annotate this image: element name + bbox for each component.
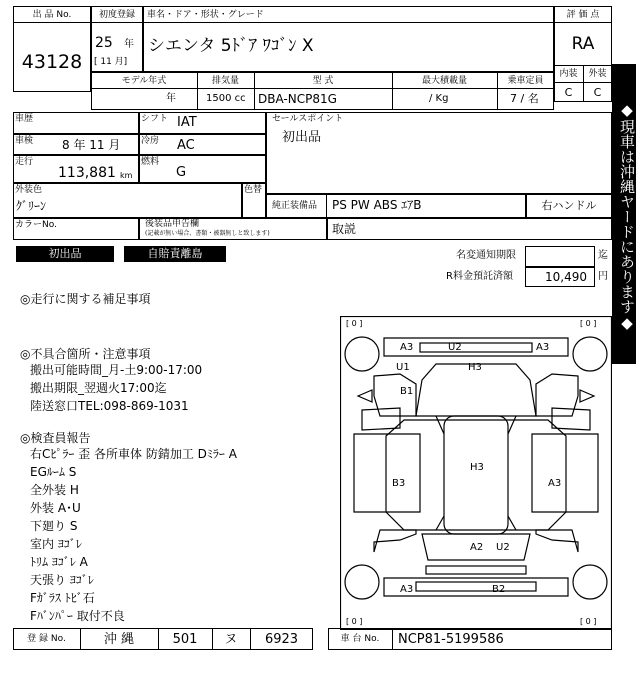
capacity-label: 乗車定員 <box>507 76 544 86</box>
left-mirror <box>358 390 372 402</box>
yard-location-banner: ◆現車は沖縄ヤードにあります◆ <box>612 64 636 364</box>
mark-b3: B3 <box>392 478 406 489</box>
inspector-line: 天張り ﾖｺﾞﾚ <box>30 573 94 587</box>
defects-heading: ◎不具合箇所・注意事項 <box>20 347 151 361</box>
mark-front-a3-right: A3 <box>536 342 550 353</box>
fee-label: R料金預託済額 <box>446 271 513 282</box>
mark-front-u2: U2 <box>448 342 462 353</box>
fuel-value: G <box>176 165 187 180</box>
mark-rear-u2: U2 <box>496 542 510 553</box>
first-listing-badge: 初出品 <box>16 246 114 262</box>
first-reg-month: [ 11 月] <box>94 57 128 67</box>
deadline-unit: 迄 <box>598 250 608 261</box>
equipment-divider <box>326 194 327 218</box>
mark-hood-h3: H3 <box>468 362 482 373</box>
reg-label: 登 録 No. <box>27 634 66 644</box>
left-pillar <box>362 408 400 430</box>
reg-class: 501 <box>172 632 198 647</box>
displacement-label: 排気量 <box>211 76 239 86</box>
mark-side-a3: A3 <box>548 478 562 489</box>
lot-label: 出 品 No. <box>32 10 72 20</box>
max-load-label: 最大積載量 <box>421 76 467 86</box>
inspector-heading: ◎検査員報告 <box>20 431 91 445</box>
color-swap-label: 色替 <box>244 185 263 195</box>
grade-label: 評 価 点 <box>566 10 600 20</box>
lot-number: 43128 <box>21 51 83 73</box>
interior-grade: C <box>564 86 573 99</box>
inspection-label: 車検 <box>15 136 34 146</box>
inspector-line: Fﾊﾞﾝﾊﾟｰ 取付不良 <box>30 609 125 623</box>
ext-color-value: ｸﾞﾘｰﾝ <box>16 199 47 213</box>
defects-line: 陸送窓口TEL:098-869-1031 <box>30 399 189 413</box>
aftermarket-value-box <box>327 218 612 240</box>
wheel-rear-right <box>573 565 607 599</box>
left-body-side <box>354 434 420 512</box>
fuel-label: 燃料 <box>141 157 160 167</box>
history-label: 車歴 <box>15 114 34 124</box>
bracket-front-left: [ 0 ] <box>346 319 363 328</box>
right-rear-fender <box>536 530 578 552</box>
mileage-value: 113,881 <box>58 165 116 181</box>
max-load: / Kg <box>429 93 449 104</box>
mark-roof-h3: H3 <box>470 462 484 473</box>
right-body-side <box>532 434 598 512</box>
roof-panel <box>444 416 508 534</box>
inspector-line: 右Cﾋﾟﾗｰ 歪 各所車体 防錆加工 Dﾐﾗｰ A <box>30 447 237 461</box>
inspector-line: ﾄﾘﾑ ﾖｺﾞﾚ A <box>30 555 88 569</box>
car-damage-diagram <box>340 316 612 630</box>
wheel-rear-left <box>345 565 379 599</box>
inspector-line: 外装 A･U <box>30 501 81 515</box>
supplement-heading: ◎走行に関する補足事項 <box>20 292 151 306</box>
shift-value: IAT <box>177 115 197 130</box>
mark-rear-b2: B2 <box>492 584 506 595</box>
inspector-line: EGﾙｰﾑ S <box>30 465 77 479</box>
mark-u1: U1 <box>396 362 410 373</box>
mark-front-a3-left: A3 <box>400 342 414 353</box>
rear-garnish <box>416 582 536 591</box>
ac-label: 冷房 <box>141 136 160 146</box>
sales-point-box <box>266 112 612 194</box>
sales-point-label: セールスポイント <box>272 114 344 124</box>
sales-point-value: 初出品 <box>282 130 322 145</box>
bracket-rear-left: [ 0 ] <box>346 617 363 626</box>
rear-window-line <box>436 516 516 530</box>
first-reg-year: 25 <box>95 35 113 51</box>
aftermarket-label: 後装品申告欄 <box>145 219 200 229</box>
reg-area: 沖 縄 <box>103 632 135 647</box>
ac-value: AC <box>177 138 195 153</box>
wheel-front-left <box>345 337 379 371</box>
chassis-number: NCP81-5199586 <box>398 632 504 647</box>
mark-rear-a3: A3 <box>400 584 414 595</box>
inspector-line: 下廻り S <box>30 519 78 533</box>
defects-line: 搬出可能時間_月-土9:00-17:00 <box>30 363 203 377</box>
cabin-outline <box>386 420 566 530</box>
mark-a2: A2 <box>470 542 484 553</box>
right-front-fender <box>536 374 578 416</box>
chassis-label: 車 台 No. <box>340 634 380 644</box>
bracket-rear-right: [ 0 ] <box>580 617 597 626</box>
right-pillar <box>552 408 590 430</box>
mileage-unit: km <box>120 171 133 180</box>
grade-sub-hline <box>554 82 612 83</box>
bracket-front-right: [ 0 ] <box>580 319 597 328</box>
deadline-box <box>525 246 595 267</box>
interior-label: 内装 <box>559 69 578 79</box>
steering-value: 右ハンドル <box>541 199 597 212</box>
self-delivery-badge: 自賠責離島 <box>124 246 226 262</box>
mileage-label: 走行 <box>15 157 34 167</box>
chassis-divider <box>392 628 393 650</box>
ext-color-label: 外装色 <box>15 185 43 195</box>
wheel-front-right <box>573 337 607 371</box>
inspector-line: 全外装 H <box>30 483 79 497</box>
left-rear-fender <box>374 530 416 552</box>
exterior-grade: C <box>593 86 602 99</box>
aftermarket-value: 取説 <box>332 222 357 236</box>
ext-color-box <box>13 183 242 218</box>
car-name-label: 車名・ドア・形状・グレード <box>147 10 264 20</box>
mark-b1: B1 <box>400 386 414 397</box>
inspection-value: 8 年 11 月 <box>62 138 121 152</box>
rear-plate <box>426 566 526 574</box>
specs-label-line <box>91 88 554 89</box>
displacement: 1500 cc <box>206 93 246 104</box>
right-mirror <box>580 390 594 402</box>
car-name: シエンタ 5ﾄﾞｱ ﾜｺﾞﾝ X <box>148 36 314 56</box>
reg-kana: ヌ <box>224 632 238 647</box>
defects-line: 搬出期限_翌週火17:00迄 <box>30 381 167 395</box>
fee-unit: 円 <box>598 271 608 282</box>
reg-number: 6923 <box>264 632 299 647</box>
inspector-line: Fｶﾞﾗｽ ﾄﾋﾞ石 <box>30 591 95 605</box>
color-no-label: カラーNo. <box>15 220 57 230</box>
model-type: DBA-NCP81G <box>258 92 337 106</box>
first-reg-year-unit: 年 <box>124 39 134 50</box>
grade-score: RA <box>571 34 595 54</box>
type-label: 型 式 <box>312 76 334 86</box>
deadline-label: 名変通知期限 <box>456 250 516 261</box>
aftermarket-note: (記載が無い場合、書類・被器無しと致します) <box>145 230 270 237</box>
equipment-label: 純正装備品 <box>272 201 318 211</box>
model-year-unit: 年 <box>166 93 176 104</box>
equipment-value: PS PW ABS ｴｱB <box>332 198 422 212</box>
model-year-label: モデル年式 <box>121 76 167 86</box>
shift-label: シフト <box>141 114 169 124</box>
exterior-label: 外装 <box>588 69 607 79</box>
inspector-line: 室内 ﾖｺﾞﾚ <box>30 537 82 551</box>
capacity: 7 / 名 <box>510 92 539 105</box>
fee-value: 10,490 <box>545 270 587 284</box>
first-reg-label: 初度登録 <box>98 10 135 20</box>
front-grille <box>420 343 532 352</box>
